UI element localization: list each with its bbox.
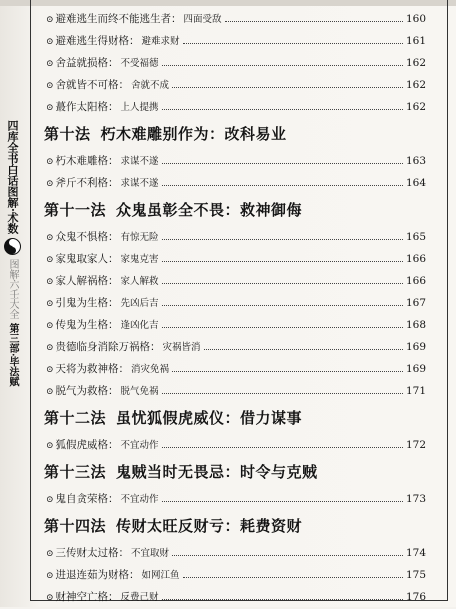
entry-title: 众鬼不惧格 <box>55 231 109 243</box>
section-title: 鬼贼当时无畏忌：时令与克贼 <box>116 463 318 481</box>
dot-leader <box>162 163 403 164</box>
colon: ： <box>108 231 119 243</box>
bullet-icon: ⊙ <box>46 343 54 353</box>
section-number: 第十法 <box>44 125 91 143</box>
bullet-icon: ⊙ <box>46 59 54 69</box>
colon: ： <box>108 275 119 287</box>
toc-entry[interactable] <box>46 8 426 30</box>
dot-leader <box>162 283 403 284</box>
page-number: 171 <box>405 385 426 397</box>
entry-note: 脱气免祸 <box>120 386 159 397</box>
entry-note: 舍就不成 <box>131 80 170 91</box>
colon: ： <box>108 155 119 167</box>
entry-note: 反费己财 <box>120 592 159 603</box>
toc-entry[interactable] <box>46 52 426 74</box>
colon: ： <box>129 569 140 581</box>
dot-leader <box>183 577 403 578</box>
page-number: 163 <box>405 155 426 167</box>
entry-note: 四面受敌 <box>183 14 222 25</box>
page-number: 162 <box>405 101 426 113</box>
book-subtitle: 图解六壬大全 <box>7 258 18 319</box>
colon: ： <box>108 319 119 331</box>
entry-title: 斧斤不利格 <box>55 177 109 189</box>
colon: ： <box>108 177 119 189</box>
entry-note: 求谋不遂 <box>120 156 159 167</box>
bullet-icon: ⊙ <box>46 495 54 505</box>
colon: ： <box>108 253 119 265</box>
dot-leader <box>162 305 403 306</box>
bullet-icon: ⊙ <box>46 299 54 309</box>
page-number: 162 <box>405 79 426 91</box>
bullet-icon: ⊙ <box>46 365 54 375</box>
bullet-icon: ⊙ <box>46 387 54 397</box>
entry-note: 逢凶化吉 <box>120 320 159 331</box>
dot-leader <box>162 109 403 110</box>
dot-leader <box>162 393 403 394</box>
table-of-contents <box>46 8 426 608</box>
entry-note: 灾祸皆消 <box>162 342 201 353</box>
bullet-icon: ⊙ <box>46 277 54 287</box>
entry-note: 消灾免祸 <box>131 364 170 375</box>
toc-entry[interactable] <box>46 488 426 510</box>
entry-title: 传鬼为生格 <box>55 319 109 331</box>
page-number: 169 <box>405 341 426 353</box>
colon: ： <box>108 57 119 69</box>
side-rail <box>2 120 22 500</box>
toc-entry[interactable] <box>46 74 426 96</box>
dot-leader <box>172 87 403 88</box>
toc-entry[interactable] <box>46 564 426 586</box>
dot-leader <box>204 349 403 350</box>
bullet-icon: ⊙ <box>46 571 54 581</box>
dot-leader <box>162 447 403 448</box>
dot-leader <box>162 599 403 600</box>
page-number: 168 <box>405 319 426 331</box>
section-number: 第十三法 <box>44 463 107 481</box>
entry-title: 避难逃生得财格 <box>55 35 130 47</box>
toc-entry[interactable] <box>46 292 426 314</box>
yin-yang-icon <box>4 238 21 255</box>
colon: ： <box>108 101 119 113</box>
toc-entry[interactable] <box>46 172 426 194</box>
bullet-icon: ⊙ <box>46 593 54 603</box>
colon: ： <box>108 493 119 505</box>
entry-title: 财神空亡格 <box>55 591 109 603</box>
section-heading <box>44 194 426 226</box>
section-heading <box>44 118 426 150</box>
page-number: 176 <box>405 591 426 603</box>
section-heading <box>44 402 426 434</box>
dot-leader <box>172 371 403 372</box>
colon: ： <box>118 79 130 91</box>
toc-entry[interactable] <box>46 150 426 172</box>
toc-entry[interactable] <box>46 542 426 564</box>
page-number: 175 <box>405 569 426 581</box>
entry-title: 贵德临身消除万祸格 <box>55 341 151 353</box>
page-number: 160 <box>405 13 426 25</box>
bullet-icon: ⊙ <box>46 549 54 559</box>
entry-title: 家人解祸格 <box>55 275 109 287</box>
dot-leader <box>172 555 403 556</box>
part-label: 第三部·毕法赋 <box>7 322 18 387</box>
toc-entry[interactable] <box>46 30 426 52</box>
colon: ： <box>108 297 119 309</box>
entry-title: 狐假虎威格 <box>55 439 109 451</box>
entry-note: 不宜动作 <box>120 440 159 451</box>
section-title: 众鬼虽彰全不畏：救神御侮 <box>116 201 303 219</box>
bullet-icon: ⊙ <box>46 81 54 91</box>
entry-title: 舍就皆不可格 <box>55 79 119 91</box>
bullet-icon: ⊙ <box>46 255 54 265</box>
colon: ： <box>108 439 119 451</box>
page-number: 164 <box>405 177 426 189</box>
page-number: 167 <box>405 297 426 309</box>
dot-leader <box>162 185 403 186</box>
entry-note: 求谋不遂 <box>120 178 159 189</box>
entry-note: 避难求财 <box>141 36 180 47</box>
entry-title: 引鬼为生格 <box>55 297 109 309</box>
colon: ： <box>129 35 140 47</box>
dot-leader <box>225 21 403 22</box>
toc-entry[interactable] <box>46 270 426 292</box>
page-number: 166 <box>405 275 426 287</box>
section-heading <box>44 456 426 488</box>
colon: ： <box>108 385 119 397</box>
section-number: 第十二法 <box>44 409 107 427</box>
toc-entry[interactable] <box>46 586 426 608</box>
entry-note: 不受福德 <box>120 58 159 69</box>
toc-entry[interactable] <box>46 380 426 402</box>
page-number: 173 <box>405 493 426 505</box>
page-number: 161 <box>405 35 426 47</box>
dot-leader <box>162 501 403 502</box>
entry-title: 脱气为救格 <box>55 385 109 397</box>
bullet-icon: ⊙ <box>46 321 54 331</box>
colon: ： <box>171 13 182 25</box>
bullet-icon: ⊙ <box>46 15 54 25</box>
bullet-icon: ⊙ <box>46 233 54 243</box>
entry-title: 鬼自贪荣格 <box>55 493 109 505</box>
dot-leader <box>162 261 403 262</box>
section-number: 第十四法 <box>44 517 107 535</box>
section-heading <box>44 510 426 542</box>
colon: ： <box>108 591 119 603</box>
dot-leader <box>162 65 403 66</box>
entry-note: 有惊无险 <box>120 232 159 243</box>
section-title: 虽忧狐假虎威仪：借力谋事 <box>116 409 303 427</box>
dot-leader <box>183 43 403 44</box>
bullet-icon: ⊙ <box>46 179 54 189</box>
page-number: 174 <box>405 547 426 559</box>
page-number: 169 <box>405 363 426 375</box>
page-number: 162 <box>405 57 426 69</box>
section-title: 朽木难雕别作为：改科易业 <box>100 125 287 143</box>
dot-leader <box>162 239 403 240</box>
entry-title: 天将为救神格 <box>55 363 119 375</box>
entry-note: 上人提携 <box>120 102 159 113</box>
bullet-icon: ⊙ <box>46 37 54 47</box>
toc-entry[interactable] <box>46 434 426 456</box>
page-number: 172 <box>405 439 426 451</box>
entry-title: 避难逃生而终不能逃生者 <box>55 13 172 25</box>
toc-entry[interactable] <box>46 226 426 248</box>
entry-note: 不宜动作 <box>120 494 159 505</box>
entry-title: 三传财太过格 <box>55 547 119 559</box>
toc-entry[interactable] <box>46 336 426 358</box>
toc-entry[interactable] <box>46 248 426 270</box>
entry-title: 朽木难雕格 <box>55 155 109 167</box>
toc-entry[interactable] <box>46 314 426 336</box>
book-series-title: 四库全书白话图解·术数 <box>6 120 19 234</box>
bullet-icon: ⊙ <box>46 157 54 167</box>
bullet-icon: ⊙ <box>46 103 54 113</box>
entry-note: 家鬼克害 <box>120 254 159 265</box>
section-title: 传财太旺反财亏：耗费资财 <box>116 517 303 535</box>
entry-title: 进退连茹为财格 <box>55 569 130 581</box>
page-number: 166 <box>405 253 426 265</box>
page-number: 165 <box>405 231 426 243</box>
section-number: 第十一法 <box>44 201 107 219</box>
entry-title: 舍益就损格 <box>55 57 109 69</box>
entry-title: 家鬼取家人 <box>55 253 109 265</box>
colon: ： <box>150 341 161 353</box>
entry-title: 蕞作太阳格 <box>55 101 109 113</box>
entry-note: 家人解救 <box>120 276 159 287</box>
toc-entry[interactable] <box>46 358 426 380</box>
bullet-icon: ⊙ <box>46 441 54 451</box>
dot-leader <box>162 327 403 328</box>
toc-entry[interactable] <box>46 96 426 118</box>
entry-note: 先凶后吉 <box>120 298 159 309</box>
colon: ： <box>118 547 130 559</box>
entry-note: 不宜取财 <box>131 548 170 559</box>
entry-note: 如网江鱼 <box>141 570 180 581</box>
colon: ： <box>118 363 130 375</box>
